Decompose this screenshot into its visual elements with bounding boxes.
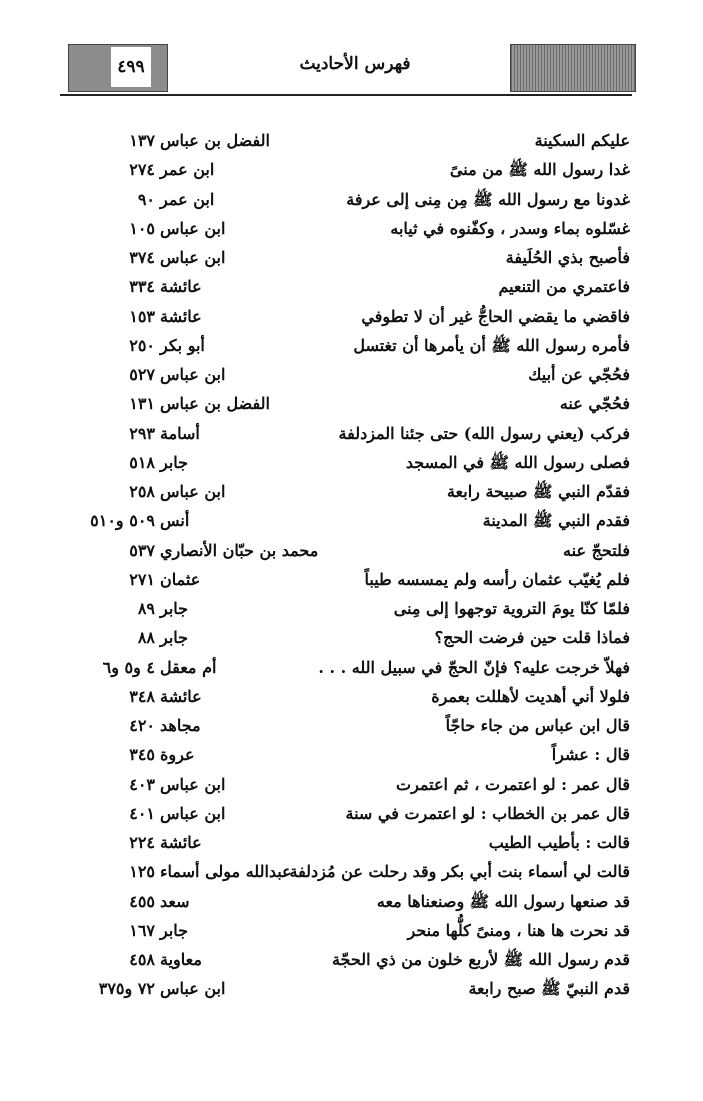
hadith-text: قدم النبيّ ﷺ صبح رابعة <box>468 979 630 999</box>
header-decoration <box>510 44 636 92</box>
page-reference: ٣٧٤ <box>129 248 155 267</box>
hadith-text: فأمره رسول الله ﷺ أن يأمرها أن تغتسل <box>353 335 630 355</box>
hadith-text: قالت لي أسماء بنت أبي بكر وقد رحلت عن مُزدلفة <box>289 862 630 882</box>
index-row <box>60 684 630 713</box>
page-number: ٤٩٩ <box>111 47 151 87</box>
narrator-name: ابن عمر <box>160 189 215 209</box>
hadith-text: فلتحجّ عنه <box>563 540 630 560</box>
page-reference: ٥٢٧ <box>129 365 155 384</box>
page-reference: ٥٣٧ <box>129 540 155 560</box>
narrator-name: عائشة <box>160 306 202 326</box>
narrator-name: عائشة <box>160 686 202 706</box>
index-row <box>60 859 630 888</box>
narrator-name: عثمان <box>160 569 201 589</box>
hadith-text: قد نحرت ها هنا ، ومنىً كلُّها منحر <box>407 920 630 940</box>
hadith-text: غسّلوه بماء وسدر ، وكفّنوه في ثيابه <box>390 218 630 238</box>
index-row <box>60 304 630 333</box>
header-divider <box>60 94 632 96</box>
hadith-text: فركب (يعني رسول الله) حتى جئنا المزدلفة <box>338 423 630 443</box>
page-number-box <box>68 44 168 92</box>
page-reference: ٥١٨ <box>129 452 155 472</box>
index-row <box>60 538 630 567</box>
index-row <box>60 245 630 274</box>
index-row <box>60 333 630 362</box>
index-row <box>60 801 630 830</box>
narrator-name: الفضل بن عباس <box>160 394 270 414</box>
index-row <box>60 772 630 801</box>
narrator-name: أسامة <box>160 423 200 443</box>
page-reference: ٤٠٣ <box>129 774 155 794</box>
hadith-text: قد صنعها رسول الله ﷺ وصنعناها معه <box>376 891 630 911</box>
hadith-text: قال عمر : لو اعتمرت ، ثم اعتمرت <box>396 774 630 794</box>
hadith-text: غدونا مع رسول الله ﷺ مِن مِنى إلى عرفة <box>346 189 630 209</box>
narrator-name: عائشة <box>160 277 202 297</box>
page-title: فهرس الأحاديث <box>299 54 411 74</box>
page-reference: ٢٧١ <box>129 569 155 589</box>
page-reference: ٤٢٠ <box>129 716 155 735</box>
hadith-text: قال ابن عباس من جاء حاجّاً <box>445 716 630 735</box>
hadith-text: فهلاّ خرجت عليه؟ فإنّ الحجّ في سبيل الله . . . <box>318 657 630 677</box>
hadith-text: فصلى رسول الله ﷺ في المسجد <box>405 452 630 472</box>
index-row <box>60 216 630 245</box>
hadith-text: فقدّم النبي ﷺ صبيحة رابعة <box>446 482 630 501</box>
page-reference: ٢٢٤ <box>129 833 155 852</box>
narrator-name: الفضل بن عباس <box>160 131 270 150</box>
hadith-index-list <box>60 128 630 1006</box>
index-row <box>60 625 630 654</box>
narrator-name: معاوية <box>160 950 202 969</box>
narrator-name: جابر <box>160 452 189 472</box>
index-row <box>60 976 630 1005</box>
page-reference: ٩٠ <box>137 189 155 209</box>
narrator-name: جابر <box>160 920 189 940</box>
page-reference: ٤٠١ <box>129 803 155 823</box>
narrator-name: ابن عباس <box>160 218 226 238</box>
page-reference: ٣٤٨ <box>129 686 155 706</box>
index-row <box>60 655 630 684</box>
index-row <box>60 596 630 625</box>
index-row <box>60 450 630 479</box>
narrator-name: عروة <box>160 745 195 765</box>
index-row <box>60 157 630 186</box>
page-reference: ٢٥٨ <box>129 482 155 501</box>
index-row <box>60 830 630 859</box>
narrator-name: مجاهد <box>160 716 201 735</box>
narrator-name: سعد <box>160 891 190 911</box>
hadith-text: غدا رسول الله ﷺ من منىً <box>449 160 630 180</box>
narrator-name: أبو بكر <box>160 335 205 355</box>
hadith-text: فلمّا كنّا يومَ التروية توجهوا إلى مِنى <box>393 599 630 618</box>
index-row <box>60 918 630 947</box>
hadith-text: فأصبح بذي الحُلَيفة <box>505 248 630 267</box>
index-row <box>60 947 630 976</box>
hadith-text: قال : عشراً <box>551 745 630 765</box>
narrator-name: ابن عباس <box>160 774 226 794</box>
page-reference: ٤٥٨ <box>129 950 155 969</box>
narrator-name: عائشة <box>160 833 202 852</box>
page-reference: ١٣١ <box>129 394 155 414</box>
page-reference: ٧٢ و٣٧٥ <box>98 979 155 999</box>
index-row <box>60 362 630 391</box>
narrator-name: ابن عباس <box>160 482 226 501</box>
narrator-name: ابن عباس <box>160 365 226 384</box>
index-row <box>60 391 630 420</box>
narrator-name: ابن عمر <box>160 160 215 180</box>
index-row <box>60 713 630 742</box>
hadith-text: عليكم السكينة <box>534 131 630 150</box>
page-reference: ٢٩٣ <box>129 423 155 443</box>
index-row <box>60 128 630 157</box>
index-row <box>60 421 630 450</box>
page-reference: ١٥٣ <box>129 306 155 326</box>
page-reference: ١٦٧ <box>129 920 155 940</box>
index-row <box>60 889 630 918</box>
hadith-text: فلم يُغيّب عثمان رأسه ولم يمسسه طيباً <box>364 569 630 589</box>
page-reference: ٥٠٩ و٥١٠ <box>90 511 155 531</box>
narrator-name: ابن عباس <box>160 803 226 823</box>
index-row <box>60 479 630 508</box>
hadith-text: فحُجّي عنه <box>559 394 630 414</box>
index-row <box>60 742 630 771</box>
page-reference: ٤٥٥ <box>129 891 155 911</box>
hadith-text: قال عمر بن الخطاب : لو اعتمرت في سنة <box>345 803 630 823</box>
hadith-text: فاقضي ما يقضي الحاجُّ غير أن لا تطوفي <box>361 306 630 326</box>
index-row <box>60 187 630 216</box>
narrator-name: ابن عباس <box>160 979 226 999</box>
hadith-text: فلولا أني أهديت لأهللت بعمرة <box>431 686 630 706</box>
narrator-name: أنس <box>160 511 190 531</box>
narrator-name: جابر <box>160 599 189 618</box>
page-reference: ٢٥٠ <box>129 335 155 355</box>
narrator-name: محمد بن حبّان الأنصاري <box>160 540 319 560</box>
page-reference: ٣٤٥ <box>129 745 155 765</box>
page-reference: ٤ و٥ و٦ <box>102 657 155 677</box>
narrator-name: أم معقل <box>160 657 217 677</box>
page-header <box>60 44 630 96</box>
hadith-text: فاعتمري من التنعيم <box>498 277 630 297</box>
page-reference: ١٢٥ <box>129 862 155 882</box>
hadith-text: قدم رسول الله ﷺ لأربع خلون من ذي الحجّة <box>331 950 630 969</box>
index-row <box>60 274 630 303</box>
page-reference: ٣٣٤ <box>129 277 155 297</box>
page-reference: ٨٨ <box>137 628 155 648</box>
hadith-text: فحُجّي عن أبيك <box>528 365 630 384</box>
hadith-text: فقدم النبي ﷺ المدينة <box>482 511 630 531</box>
page-reference: ٨٩ <box>137 599 155 618</box>
narrator-name: جابر <box>160 628 189 648</box>
narrator-name: عبدالله مولى أسماء <box>160 862 292 882</box>
index-row <box>60 567 630 596</box>
page-reference: ١٣٧ <box>129 131 155 150</box>
hadith-text: قالت : بأطيب الطيب <box>488 833 630 852</box>
page-reference: ١٠٥ <box>129 218 155 238</box>
page-reference: ٢٧٤ <box>129 160 155 180</box>
index-row <box>60 508 630 537</box>
hadith-text: فماذا قلت حين فرضت الحج؟ <box>434 628 630 648</box>
narrator-name: ابن عباس <box>160 248 226 267</box>
